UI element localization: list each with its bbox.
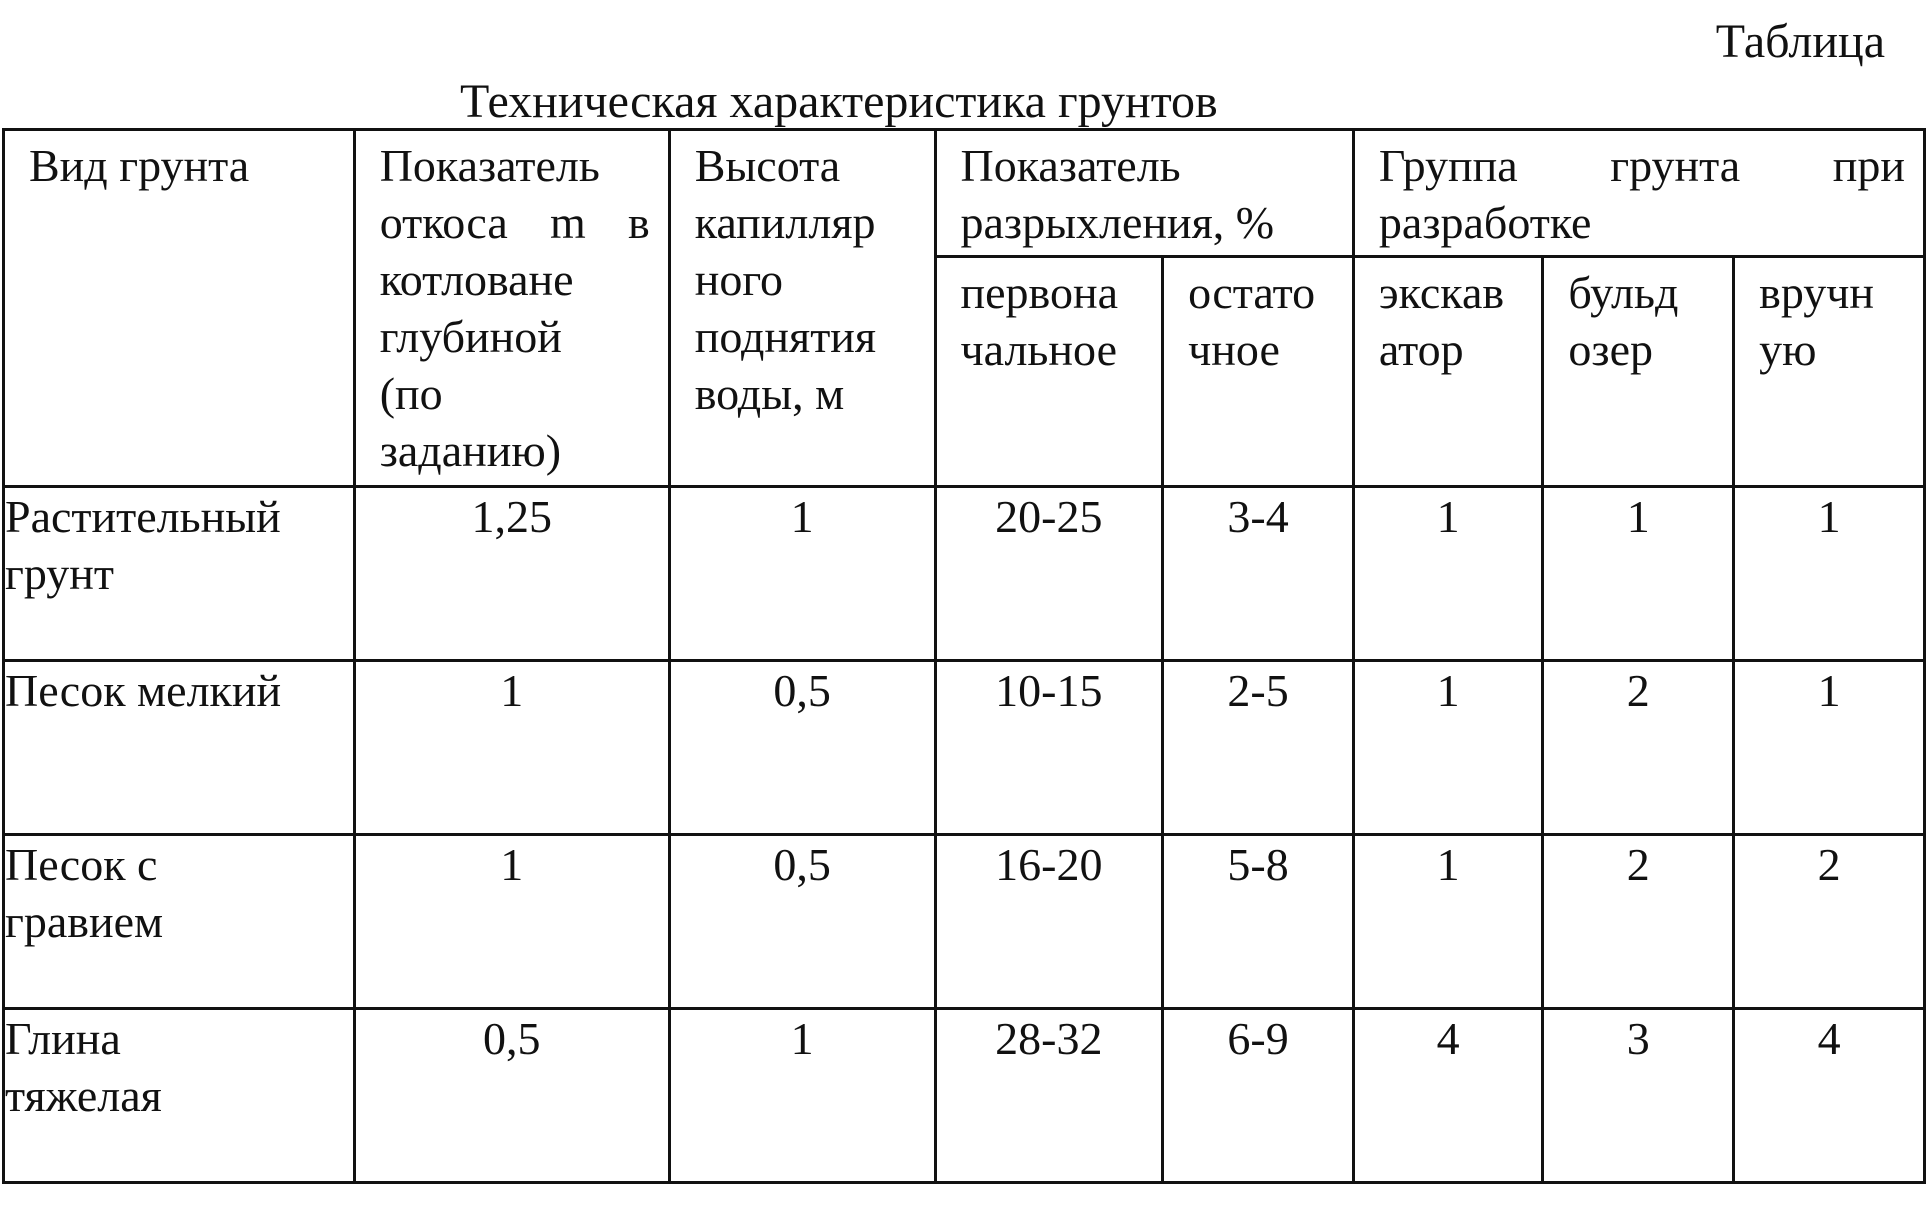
table-row [4,661,1925,835]
header-word: при [1832,140,1905,191]
header-line: котловане [379,254,574,305]
soil-name-line: Песок мелкий [5,665,282,716]
table-label: Таблица [1715,15,1885,68]
header-word: откоса [379,197,508,248]
header-soil-type [4,130,355,487]
capillary-cell: 0,5 [669,661,935,835]
loosening-initial-cell: 16-20 [935,835,1163,1009]
soil-name-cell [4,487,355,661]
group-excavator-cell: 4 [1353,1009,1543,1183]
header-slope [354,130,669,487]
header-line: чальное [960,324,1118,375]
group-manual-cell: 1 [1734,487,1925,661]
header-line: (по [379,368,443,419]
header-line: атор [1378,324,1464,375]
header-group-manual [1734,257,1925,487]
header-line: остато [1188,267,1316,318]
loosening-initial-cell: 28-32 [935,1009,1163,1183]
group-excavator-cell: 1 [1353,487,1543,661]
group-bulldozer-cell: 2 [1543,835,1734,1009]
header-line: бульд [1568,267,1679,318]
capillary-cell: 1 [669,1009,935,1183]
soil-name-line: тяжелая [5,1070,162,1121]
header-group-excavator [1353,257,1543,487]
header-word: m [549,197,586,248]
soil-name-line: гравием [5,896,164,947]
header-justified-line [1379,137,1905,194]
slope-cell: 1 [354,835,669,1009]
header-group-bulldozer [1543,257,1734,487]
group-excavator-cell: 1 [1353,835,1543,1009]
header-line: вручн [1759,267,1875,318]
header-loosening-residual [1163,257,1354,487]
header-word: в [627,197,650,248]
header-line: капилляр [694,197,876,248]
table-row [4,487,1925,661]
header-word: Группа [1378,140,1518,191]
loosening-residual-cell: 2-5 [1163,661,1354,835]
header-line: ного [694,254,784,305]
header-soil-type-text: Вид грунта [29,140,250,191]
group-bulldozer-cell: 2 [1543,661,1734,835]
header-line: разработке [1378,197,1592,248]
capillary-cell: 0,5 [669,835,935,1009]
header-line: разрыхления, % [960,197,1275,248]
header-line: Высота [694,140,841,191]
soil-name-line: Растительный [5,491,281,542]
soil-name-cell [4,661,355,835]
header-justified-line [380,194,650,251]
slope-cell: 1 [354,661,669,835]
soil-name-cell [4,1009,355,1183]
loosening-initial-cell: 10-15 [935,661,1163,835]
soil-characteristics-table [2,128,1926,1184]
header-group [1353,130,1924,257]
header-loosening [935,130,1353,257]
header-line: поднятия [694,311,877,362]
group-manual-cell: 2 [1734,835,1925,1009]
soil-name-line: грунт [5,548,114,599]
loosening-initial-cell: 20-25 [935,487,1163,661]
table-row [4,1009,1925,1183]
soil-name-line: Глина [5,1013,121,1064]
group-excavator-cell: 1 [1353,661,1543,835]
header-capillary [669,130,935,487]
header-line: ую [1759,324,1817,375]
capillary-cell: 1 [669,487,935,661]
header-line: Показатель [960,140,1181,191]
header-line: первона [960,267,1118,318]
loosening-residual-cell: 5-8 [1163,835,1354,1009]
header-loosening-initial [935,257,1163,487]
header-word: грунта [1610,140,1741,191]
group-bulldozer-cell: 3 [1543,1009,1734,1183]
header-line: заданию) [379,425,562,476]
slope-cell: 0,5 [354,1009,669,1183]
soil-name-cell [4,835,355,1009]
loosening-residual-cell: 6-9 [1163,1009,1354,1183]
header-line: экскав [1378,267,1505,318]
header-line: чное [1188,324,1280,375]
header-line: Показатель [379,140,600,191]
group-manual-cell: 1 [1734,661,1925,835]
header-line: воды, м [694,368,845,419]
header-line: озер [1568,324,1654,375]
slope-cell: 1,25 [354,487,669,661]
table-row [4,835,1925,1009]
header-line: глубиной [379,311,562,362]
group-bulldozer-cell: 1 [1543,487,1734,661]
table-title: Техническая характеристика грунтов [460,75,1218,128]
group-manual-cell: 4 [1734,1009,1925,1183]
loosening-residual-cell: 3-4 [1163,487,1354,661]
soil-name-line: Песок с [5,839,158,890]
